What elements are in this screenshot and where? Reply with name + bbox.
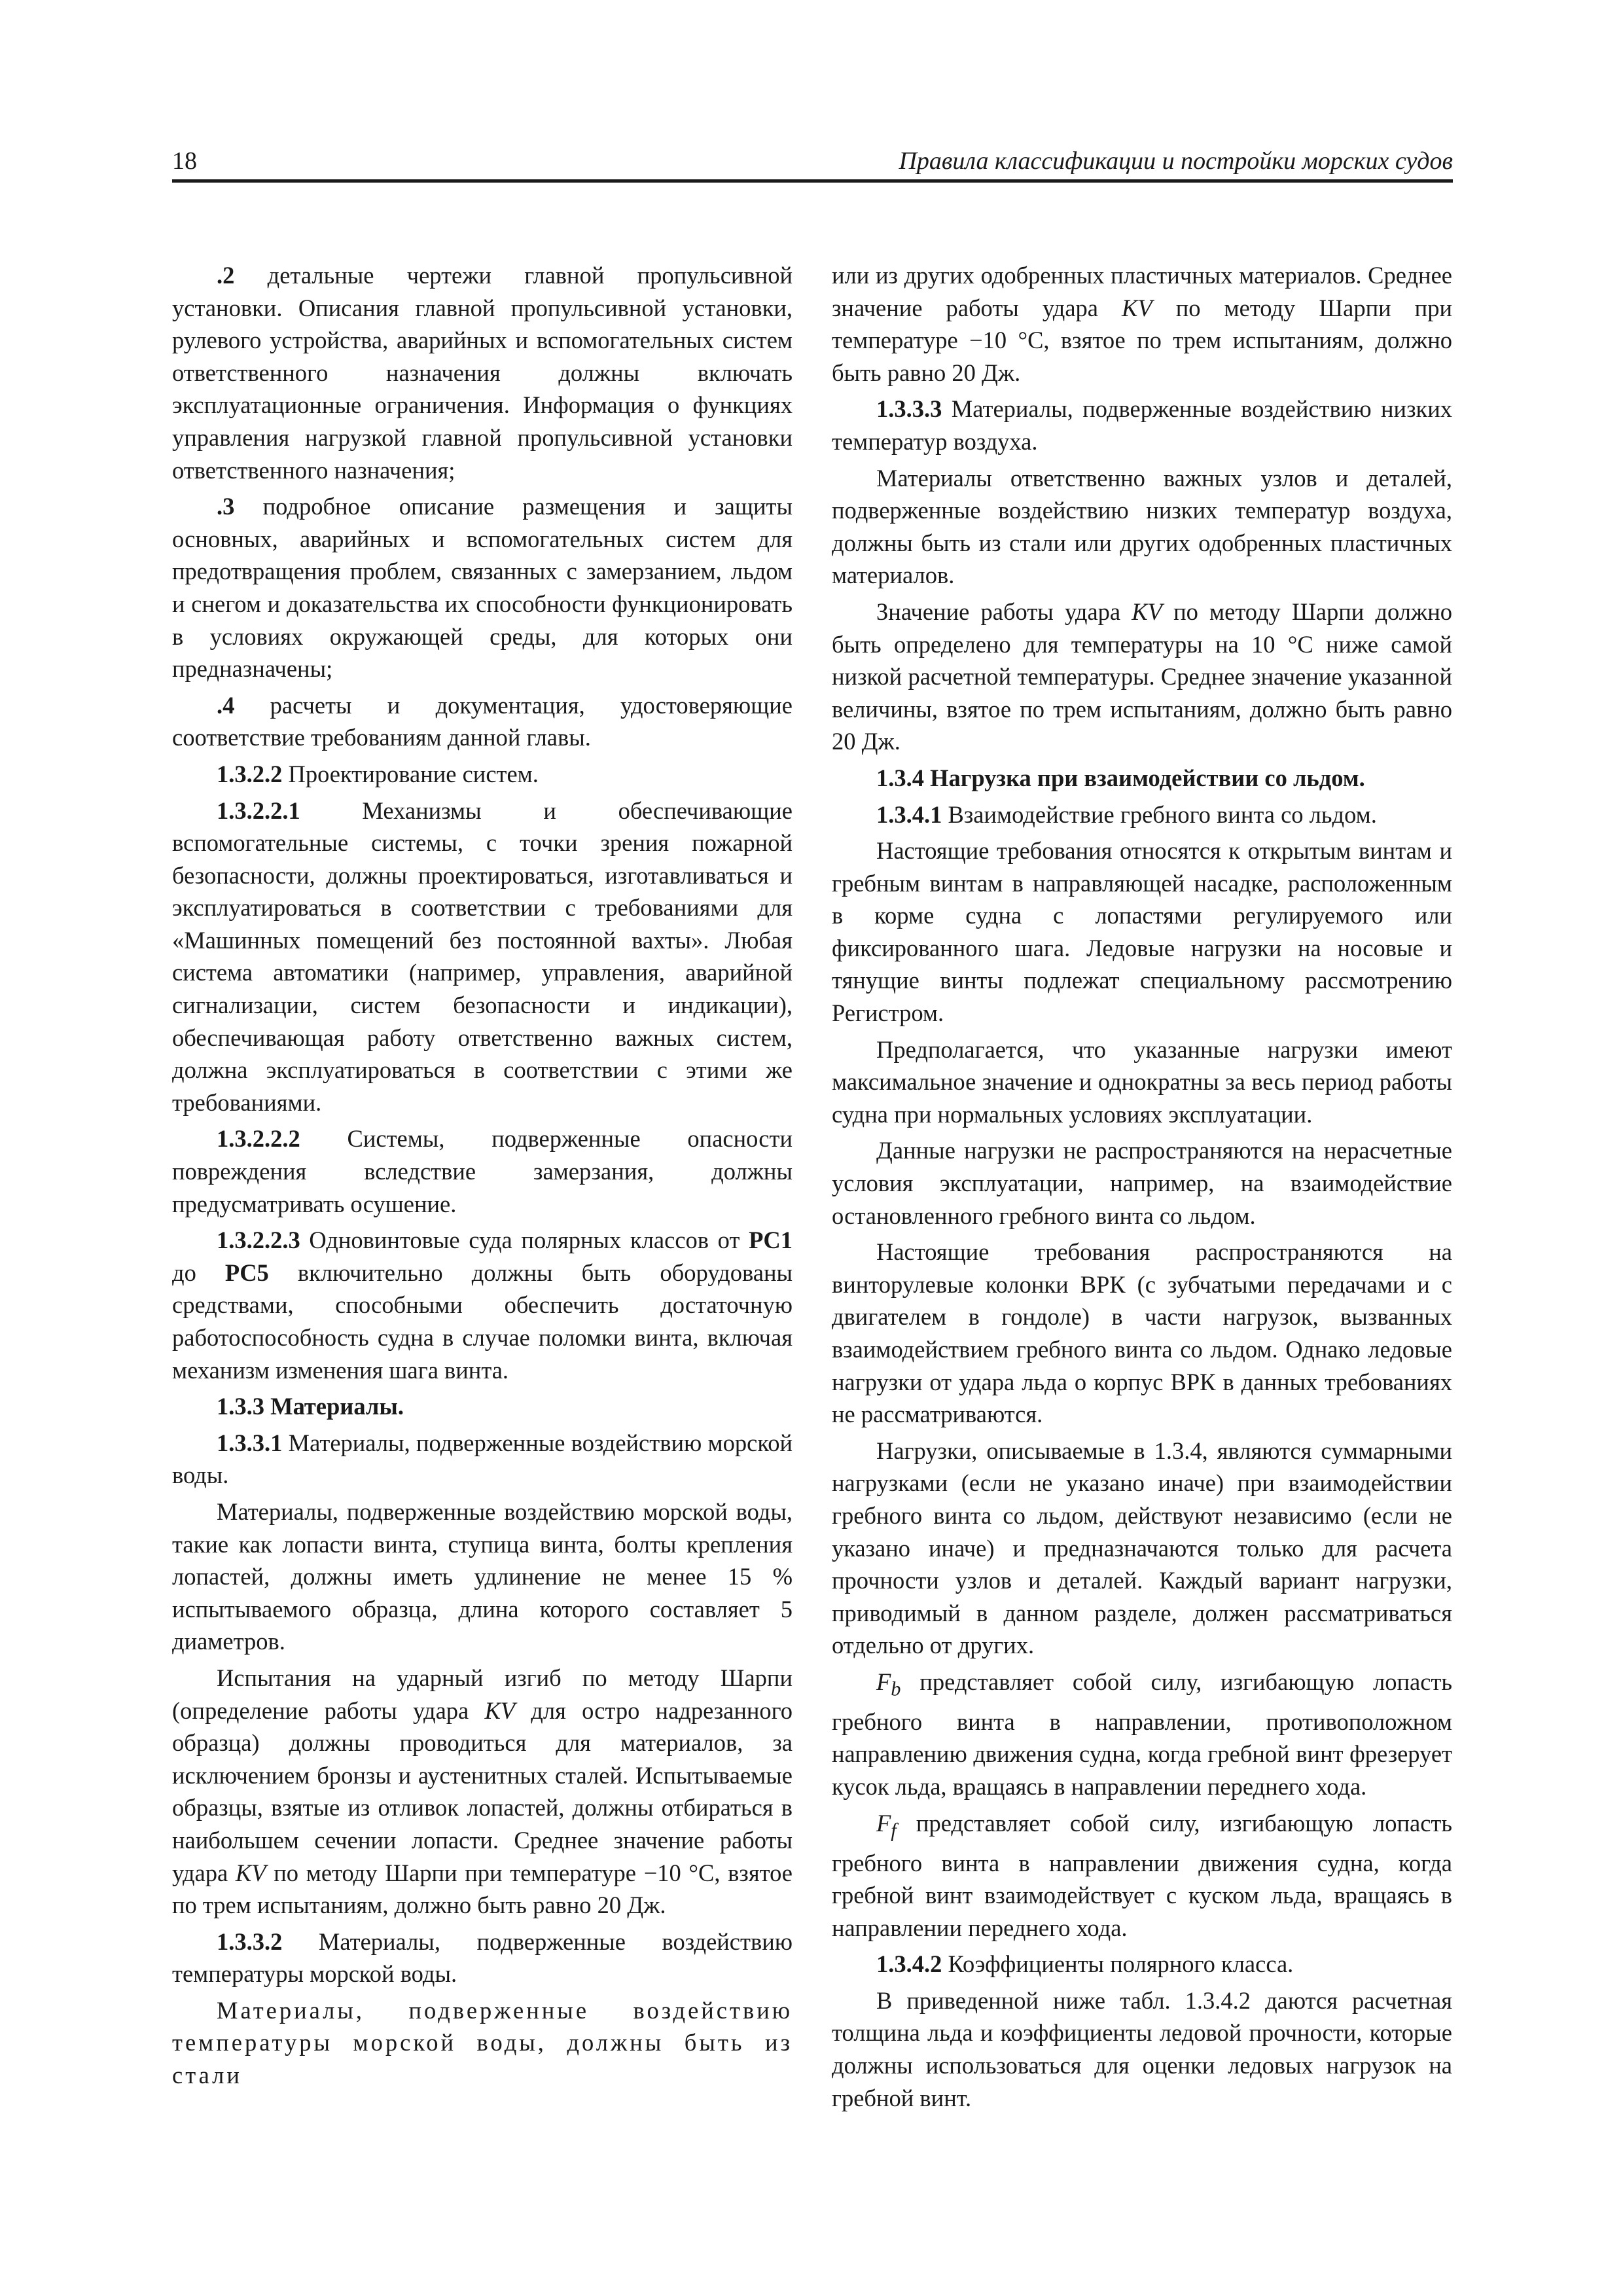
paragraph-text: Значение работы удара (876, 598, 1132, 625)
paragraph-seawater-materials (172, 1496, 793, 1658)
section-number: 1.3.2.2 (217, 760, 283, 787)
paragraph-1-3-2-2-1 (172, 795, 793, 1119)
section-number: 1.3.2.2.3 (217, 1227, 300, 1254)
paragraph-kv-value (832, 596, 1452, 758)
paragraph-text: Данные нагрузки не распространяются на нерасчетные условия эксплуатации, например, на взаимодействие остановленного гребного винта со льдом. (832, 1137, 1452, 1229)
section-number: 1.3.3.1 (217, 1429, 283, 1456)
paragraph-text: расчеты и документация, удостоверяющие соответствие требованиям данной главы. (172, 691, 793, 751)
symbol-force: F (876, 1668, 891, 1695)
paragraph-low-temp-materials (832, 462, 1452, 592)
paragraph-text: Взаимодействие гребного винта со льдом. (942, 800, 1377, 828)
polar-class-pc5: PC5 (224, 1259, 269, 1286)
paragraph-force-fb (832, 1666, 1452, 1803)
running-title: Правила классификации и постройки морских судов (899, 147, 1453, 175)
page-header (172, 139, 1453, 183)
paragraph-text: Материалы, подверженные воздействию морской воды. (172, 1429, 793, 1489)
paragraph-continued (832, 259, 1452, 389)
paragraph-non-design-conditions (832, 1134, 1452, 1232)
section-heading: 1.3.3 Материалы. (217, 1393, 404, 1420)
paragraph-text: по методу Шарпи при температуре −10 °С, взятое по трем испытаниям, должно быть равно 20 Дж. (832, 294, 1453, 386)
paragraph-text: по методу Шарпи должно быть определено для температуры на 10 °С ниже самой низкой расчетной температуры. Среднее значение указанной величины, взятое по трем испытаниям, должно быть равно 20 Дж. (832, 598, 1452, 755)
section-heading-1-3-3 (172, 1390, 793, 1423)
paragraph-text: Настоящие требования распространяются на винторулевые колонки ВРК (с зубчатыми передачами и с двигателем в гондоле) в части нагрузок, вызванных взаимодействием гребного винта со льдом. Однако ледовые нагрузки от удара льда о корпус ВРК в данных требованиях не рассматриваются. (832, 1238, 1452, 1428)
paragraph-force-ff (832, 1807, 1452, 1945)
paragraph-text: Материалы ответственно важных узлов и деталей, подверженные воздействию низких температур воздуха, должны быть из стали или других одобренных пластичных материалов. (832, 464, 1452, 589)
symbol-kv: KV (1132, 598, 1162, 625)
polar-class-pc1: PC1 (749, 1227, 793, 1254)
paragraph-text: В приведенной ниже табл. 1.3.4.2 даются расчетная толщина льда и коэффициенты ледовой прочности, которые должны использоваться для оценки ледовых нагрузок на гребной винт. (832, 1986, 1452, 2111)
paragraph-item-4 (172, 689, 793, 754)
page-number: 18 (172, 147, 197, 175)
right-column (832, 259, 1452, 2118)
symbol-force: F (876, 1809, 891, 1837)
paragraph-text: Одновинтовые суда полярных классов от (300, 1227, 749, 1254)
paragraph-text: Материалы, подверженные воздействию морской воды, такие как лопасти винта, ступица винта, болты крепления лопастей, должны иметь удлинение не менее 15 % испытываемого образца, длина которого составляет 5 диаметров. (172, 1498, 793, 1655)
paragraph-scope-propellers (832, 834, 1452, 1030)
paragraph-text: Испытания на ударный изгиб по методу Шарпи (определение работы удара (172, 1664, 793, 1724)
paragraph-1-3-2-2-3 (172, 1224, 793, 1386)
paragraph-text: Материалы, подверженные воздействию температуры морской воды. (172, 1928, 793, 1988)
symbol-kv: KV (484, 1696, 516, 1724)
paragraph-text: Системы, подверженные опасности повреждения вследствие замерзания, должны предусматривать осушение. (172, 1125, 793, 1217)
paragraph-text: Материалы, подверженные воздействию температуры морской воды, должны быть из стали (172, 1996, 793, 2089)
paragraph-total-loads (832, 1435, 1452, 1662)
item-number: .3 (217, 493, 235, 520)
paragraph-text: Предполагается, что указанные нагрузки имеют максимальное значение и однократны за весь период работы судна при нормальных условиях эксплуатации. (832, 1035, 1452, 1128)
paragraph-text: до (172, 1259, 225, 1286)
symbol-subscript: b (891, 1677, 901, 1700)
paragraph-text: детальные чертежи главной пропульсивной установки. Описания главной пропульсивной установки, рулевого устройства, аварийных и вспомогательных систем ответственного назначения должны включать эксплуатационные ограничения. Информация о функциях управления нагрузкой главной пропульсивной установки ответственного назначения; (172, 262, 793, 484)
paragraph-text: Нагрузки, описываемые в 1.3.4, являются суммарными нагрузками (если не указано иначе) при взаимодействии гребного винта со льдом, действуют независимо (если не указано иначе) и предназначаются только для расчета прочности узлов и деталей. Каждый вариант нагрузки, приводимый в данном разделе, должен рассматриваться отдельно от других. (832, 1437, 1452, 1659)
paragraph-1-3-3-3 (832, 393, 1452, 457)
paragraph-text: подробное описание размещения и защиты основных, аварийных и вспомогательных систем для предотвращения проблем, связанных с замерзанием, льдом и снегом и доказательства их способности функционировать в условиях окружающей среды, для которых они предназначены; (172, 493, 793, 683)
paragraph-text: Настоящие требования относятся к открытым винтам и гребным винтам в направляющей насадке, расположенным в корме судна с лопастями регулируемого или фиксированного шага. Ледовые нагрузки на носовые и тянущие винты подлежат специальному рассмотрению Регистром. (832, 837, 1452, 1027)
paragraph-table-ref (832, 1984, 1452, 2114)
section-number: 1.3.2.2.2 (217, 1125, 300, 1153)
paragraph-item-3 (172, 490, 793, 685)
paragraph-text: Коэффициенты полярного класса. (942, 1950, 1294, 1978)
symbol-kv: KV (1122, 294, 1152, 321)
left-column (172, 259, 793, 2096)
section-number: 1.3.2.2.1 (217, 797, 300, 824)
section-heading-1-3-4 (832, 762, 1452, 795)
section-number: 1.3.3.2 (217, 1928, 283, 1955)
item-number: .2 (217, 262, 235, 289)
paragraph-1-3-3-1 (172, 1427, 793, 1492)
paragraph-text: представляет собой силу, изгибающую лопасть гребного винта в направлении, противоположном направлению движения судна, когда гребной винт фрезерует кусок льда, вращаясь в направлении переднего хода. (832, 1668, 1452, 1801)
paragraph-text: Проектирование систем. (282, 760, 539, 787)
section-heading: 1.3.4 Нагрузка при взаимодействии со льдом. (876, 764, 1365, 791)
symbol-kv: KV (235, 1859, 266, 1886)
paragraph-1-3-2-2-2 (172, 1122, 793, 1220)
paragraph-1-3-2-2 (172, 758, 793, 791)
section-number: 1.3.4.2 (876, 1950, 942, 1978)
paragraph-azimuth-thrusters (832, 1236, 1452, 1431)
paragraph-text: включительно должны быть оборудованы средствами, способными обеспечить достаточную работоспособность судна в случае поломки винта, включая механизм изменения шага винта. (172, 1259, 793, 1384)
paragraph-seawater-temp-materials (172, 1994, 793, 2092)
section-number: 1.3.3.3 (876, 395, 942, 423)
paragraph-max-loads (832, 1033, 1452, 1131)
paragraph-text: Механизмы и обеспечивающие вспомогательные системы, с точки зрения пожарной безопасности, должны проектироваться, изготавливаться и эксплуатироваться в соответствии с требованиями для «Машинных помещений без постоянной вахты». Любая система автоматики (например, управления, аварийной сигнализации, систем безопасности и индикации), обеспечивающая работу ответственно важных систем, должна эксплуатироваться в соответствии с этими же требованиями. (172, 797, 793, 1116)
symbol-subscript: f (891, 1818, 897, 1841)
paragraph-item-2 (172, 259, 793, 486)
paragraph-1-3-3-2 (172, 1926, 793, 1990)
paragraph-text: для остро надрезанного образца) должны проводиться для материалов, за исключением бронзы и аустенитных сталей. Испытываемые образцы, взятые из отливок лопастей, должны отбираться в наибольшем сечении лопасти. Среднее значение работы удара (172, 1696, 793, 1886)
item-number: .4 (217, 691, 235, 719)
paragraph-1-3-4-2 (832, 1948, 1452, 1981)
paragraph-text: по методу Шарпи при температуре −10 °С, взятое по трем испытаниям, должно быть равно 20 Дж. (172, 1859, 793, 1919)
paragraph-charpy-test (172, 1662, 793, 1922)
section-number: 1.3.4.1 (876, 800, 942, 828)
paragraph-text: Материалы, подверженные воздействию низких температур воздуха. (832, 395, 1452, 455)
paragraph-1-3-4-1 (832, 798, 1452, 831)
paragraph-text: представляет собой силу, изгибающую лопасть гребного винта в направлении движения судна, когда гребной винт взаимодействует с куском льда, вращаясь в направлении переднего хода. (832, 1809, 1452, 1941)
paragraph-text: или из других одобренных пластичных материалов. Среднее значение работы удара (832, 262, 1452, 321)
